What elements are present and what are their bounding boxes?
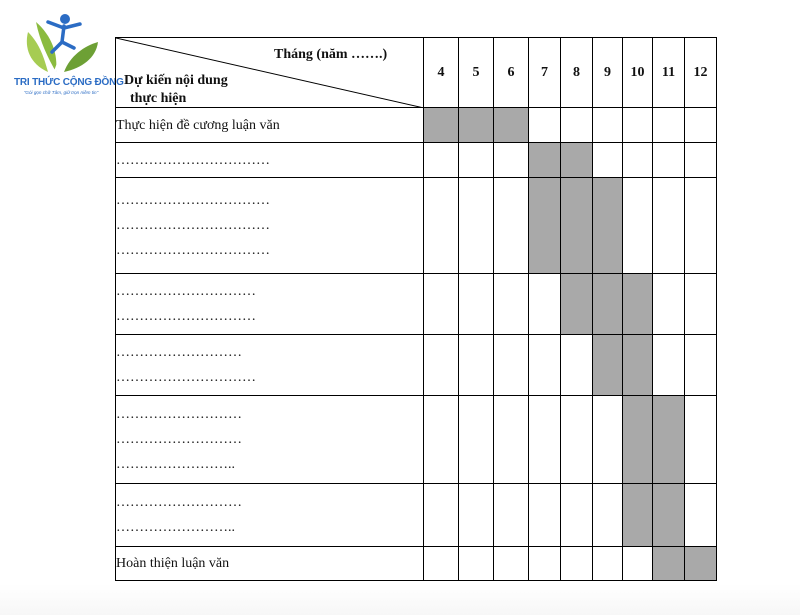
schedule-cell-active — [529, 178, 561, 274]
brand-name: TRI THỨC CỘNG ĐỒNG — [14, 77, 124, 88]
schedule-cell-active — [561, 178, 593, 274]
task-line: ……………………… — [116, 432, 242, 447]
task-line: Hoàn thiện luận văn — [116, 556, 230, 571]
schedule-cell — [424, 335, 459, 396]
schedule-cell — [529, 484, 561, 547]
schedule-cell-active — [653, 484, 685, 547]
task-cell — [116, 484, 424, 547]
task-line: …………………………… — [116, 193, 270, 208]
thesis-plan-table — [115, 37, 717, 581]
schedule-cell — [459, 143, 494, 178]
bottom-shadow — [0, 584, 800, 615]
schedule-cell — [653, 108, 685, 143]
schedule-cell — [424, 143, 459, 178]
schedule-cell — [685, 484, 717, 547]
schedule-cell — [653, 335, 685, 396]
task-row — [116, 178, 717, 274]
task-row — [116, 396, 717, 484]
task-cell — [116, 274, 424, 335]
schedule-cell — [561, 484, 593, 547]
schedule-cell — [685, 335, 717, 396]
schedule-cell — [593, 143, 623, 178]
task-cell — [116, 547, 424, 581]
task-line: …………………………… — [116, 218, 270, 233]
schedule-cell — [424, 396, 459, 484]
month-header-11: 11 — [653, 38, 685, 108]
task-row — [116, 547, 717, 581]
task-line: ……………………… — [116, 407, 242, 422]
schedule-cell — [623, 178, 653, 274]
schedule-cell-active — [623, 396, 653, 484]
schedule-cell-active — [593, 178, 623, 274]
schedule-cell-active — [623, 484, 653, 547]
schedule-cell — [685, 396, 717, 484]
schedule-cell — [494, 547, 529, 581]
task-cell — [116, 335, 424, 396]
schedule-cell — [561, 335, 593, 396]
schedule-cell — [424, 178, 459, 274]
schedule-cell — [685, 108, 717, 143]
schedule-cell — [459, 178, 494, 274]
task-line: …………………………… — [116, 152, 270, 168]
schedule-cell — [623, 143, 653, 178]
month-header-7: 7 — [529, 38, 561, 108]
schedule-cell — [685, 274, 717, 335]
schedule-cell-active — [494, 108, 529, 143]
month-header-8: 8 — [561, 38, 593, 108]
schedule-cell-active — [623, 274, 653, 335]
task-label-line-1: Dự kiến nội dung — [124, 73, 228, 88]
schedule-cell-active — [561, 143, 593, 178]
schedule-cell — [424, 274, 459, 335]
task-row — [116, 143, 717, 178]
schedule-cell — [459, 335, 494, 396]
schedule-cell-active — [424, 108, 459, 143]
schedule-cell — [593, 396, 623, 484]
month-header-5: 5 — [459, 38, 494, 108]
header-corner-cell — [116, 38, 424, 108]
task-line: …………………….. — [116, 457, 235, 472]
task-row — [116, 335, 717, 396]
task-label-line-2: thực hiện — [130, 91, 187, 106]
brand-logo — [14, 12, 124, 97]
schedule-cell-active — [561, 274, 593, 335]
schedule-cell — [529, 108, 561, 143]
schedule-cell — [685, 143, 717, 178]
task-line: …………………….. — [116, 520, 235, 535]
schedule-cell — [653, 143, 685, 178]
schedule-cell — [459, 547, 494, 581]
task-line: Thực hiện đề cương luận văn — [116, 117, 280, 133]
schedule-cell — [593, 547, 623, 581]
schedule-cell — [653, 178, 685, 274]
task-line: ………………………… — [116, 309, 256, 324]
schedule-cell — [529, 547, 561, 581]
logo-book-figure-icon — [18, 12, 104, 76]
task-cell — [116, 178, 424, 274]
schedule-cell — [623, 547, 653, 581]
schedule-cell — [424, 484, 459, 547]
task-line: ………………………… — [116, 370, 256, 385]
schedule-cell — [561, 547, 593, 581]
schedule-cell — [424, 547, 459, 581]
task-content-label — [124, 72, 228, 108]
schedule-cell-active — [593, 335, 623, 396]
schedule-cell — [459, 274, 494, 335]
schedule-cell — [529, 335, 561, 396]
task-line: ………………………… — [116, 284, 256, 299]
schedule-cell — [494, 396, 529, 484]
brand-tagline: "Gói gọn chữ Tâm, giữ trọn niềm tin" — [23, 90, 99, 95]
task-line: ……………………… — [116, 345, 242, 360]
schedule-cell — [494, 178, 529, 274]
task-line: ……………………… — [116, 495, 242, 510]
task-line: …………………………… — [116, 243, 270, 258]
task-cell — [116, 108, 424, 143]
month-header-10: 10 — [623, 38, 653, 108]
month-year-label: Tháng (năm …….) — [274, 47, 388, 62]
month-header-6: 6 — [494, 38, 529, 108]
schedule-cell-active — [529, 143, 561, 178]
schedule-cell — [529, 274, 561, 335]
schedule-cell — [685, 178, 717, 274]
task-row — [116, 108, 717, 143]
schedule-cell — [561, 396, 593, 484]
task-row — [116, 274, 717, 335]
month-header-4: 4 — [424, 38, 459, 108]
schedule-cell — [593, 484, 623, 547]
task-row — [116, 484, 717, 547]
schedule-cell — [494, 484, 529, 547]
month-header-9: 9 — [593, 38, 623, 108]
task-cell — [116, 396, 424, 484]
schedule-cell — [529, 396, 561, 484]
schedule-cell — [459, 396, 494, 484]
schedule-cell-active — [685, 547, 717, 581]
task-cell — [116, 143, 424, 178]
schedule-cell — [623, 108, 653, 143]
schedule-cell-active — [623, 335, 653, 396]
schedule-cell — [561, 108, 593, 143]
schedule-cell — [494, 143, 529, 178]
header-row — [116, 38, 717, 108]
schedule-cell — [494, 274, 529, 335]
schedule-cell-active — [653, 547, 685, 581]
schedule-cell-active — [459, 108, 494, 143]
schedule-cell-active — [593, 274, 623, 335]
month-header-12: 12 — [685, 38, 717, 108]
schedule-cell-active — [653, 396, 685, 484]
schedule-cell — [593, 108, 623, 143]
schedule-cell — [494, 335, 529, 396]
schedule-cell — [653, 274, 685, 335]
schedule-cell — [459, 484, 494, 547]
